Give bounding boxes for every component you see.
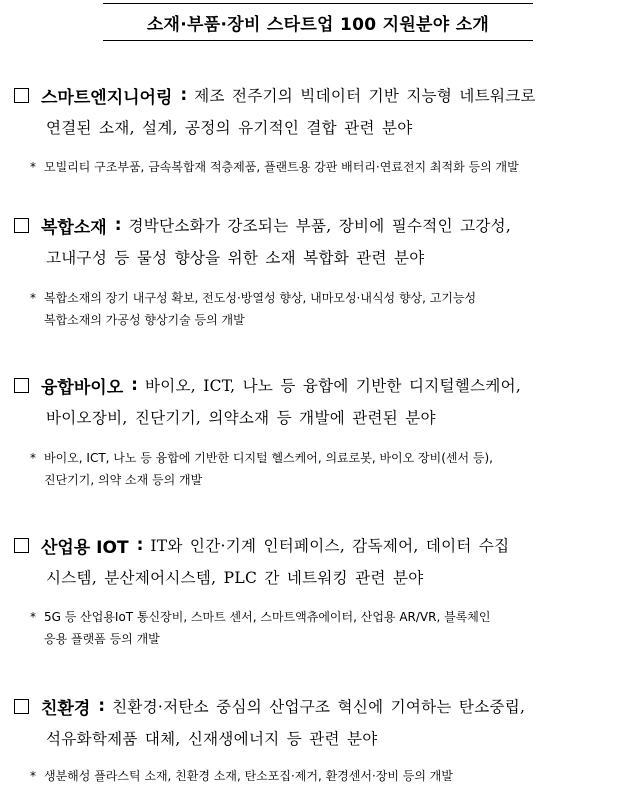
section-note — [30, 156, 627, 178]
section-description: 친환경·저탄소 중심의 산업구조 혁신에 기여하는 탄소중립, — [112, 698, 526, 716]
note-text: 생분해성 플라스틱 소재, 친환경 소재, 탄소포집·제거, 환경센서·장비 등의 개발 — [44, 769, 453, 783]
checkbox-square-icon — [14, 538, 29, 553]
section-description-cont: 시스템, 분산제어시스템, PLC 간 네트워킹 관련 분야 — [46, 569, 424, 587]
section-description: 제조 전주기의 빅데이터 기반 지능형 네트워크로 — [194, 87, 536, 105]
note-asterisk: * — [30, 451, 36, 465]
section-heading: 융합바이오 — [41, 377, 124, 398]
section-description-line — [46, 563, 424, 591]
section-note — [30, 447, 627, 491]
heading-colon: : — [98, 696, 106, 716]
note-text-cont: 진단기기, 의약 소재 등의 개발 — [44, 473, 203, 487]
note-line — [30, 156, 627, 178]
section-description-cont: 바이오장비, 진단기기, 의약소재 등 개발에 관련된 분야 — [46, 409, 436, 427]
section-heading: 산업용 IOT — [41, 537, 129, 558]
note-text-cont: 복합소재의 가공성 향상기술 등의 개발 — [44, 313, 245, 327]
note-line — [30, 447, 627, 469]
note-line — [30, 765, 627, 787]
page-title: 소재·부품·장비 스타트업 100 지원분야 소개 — [146, 14, 490, 35]
section-heading-line — [14, 691, 525, 721]
section-description-line — [46, 113, 413, 141]
note-line — [30, 606, 627, 628]
section-note — [30, 287, 627, 331]
section-heading: 친환경 — [41, 698, 91, 719]
section-heading: 복합소재 — [41, 217, 107, 238]
checkbox-square-icon — [14, 88, 29, 103]
note-line — [30, 469, 627, 491]
note-asterisk: * — [30, 291, 36, 305]
section-heading-line — [14, 210, 511, 240]
heading-colon: : — [131, 375, 138, 395]
note-asterisk: * — [30, 160, 36, 174]
section-description-cont: 고내구성 등 물성 향상을 위한 소재 복합화 관련 분야 — [46, 249, 425, 267]
note-asterisk: * — [30, 610, 36, 624]
note-text: 모빌리티 구조부품, 금속복합재 적층제품, 플랜트용 강판 배터리·연료전지 최적화 등의 개발 — [44, 160, 519, 174]
note-text: 5G 등 산업용IoT 통신장비, 스마트 센서, 스마트액츄에이터, 산업용 AR/VR, 블록체인 — [44, 610, 491, 624]
section-description-cont: 석유화학제품 대체, 신재생에너지 등 관련 분야 — [46, 730, 378, 748]
note-asterisk: * — [30, 769, 36, 783]
note-text: 복합소재의 장기 내구성 확보, 전도성·방열성 향상, 내마모성·내식성 향상, 고기능성 — [44, 291, 477, 305]
note-line — [30, 287, 627, 309]
section-note — [30, 765, 627, 787]
heading-colon: : — [114, 215, 122, 235]
section-description-line — [46, 403, 436, 431]
title-box — [103, 3, 533, 41]
note-line — [30, 309, 627, 331]
section-description-cont: 연결된 소재, 설계, 공정의 유기적인 결합 관련 분야 — [46, 119, 413, 137]
section-description: 경박단소화가 강조되는 부품, 장비에 필수적인 고강성, — [128, 217, 512, 235]
section-heading-line — [14, 370, 521, 400]
section-description-line — [46, 243, 425, 271]
section-description: 바이오, ICT, 나노 등 융합에 기반한 디지털헬스케어, — [144, 377, 522, 395]
checkbox-square-icon — [14, 218, 29, 233]
checkbox-square-icon — [14, 699, 29, 714]
section-heading-line — [14, 530, 509, 560]
note-line — [30, 628, 627, 650]
note-text-cont: 응용 플랫폼 등의 개발 — [44, 632, 160, 646]
note-text: 바이오, ICT, 나노 등 융합에 기반한 디지털 헬스케어, 의료로봇, 바이오 장비(센서 등), — [44, 451, 493, 465]
heading-colon: : — [136, 535, 144, 555]
section-description-line — [46, 724, 378, 752]
heading-colon: : — [180, 85, 188, 105]
section-note — [30, 606, 627, 650]
section-heading-line — [14, 80, 536, 110]
section-heading: 스마트엔지니어링 — [41, 87, 173, 108]
section-description: IT와 인간·기계 인터페이스, 감독제어, 데이터 수집 — [150, 537, 510, 555]
checkbox-square-icon — [14, 378, 29, 393]
